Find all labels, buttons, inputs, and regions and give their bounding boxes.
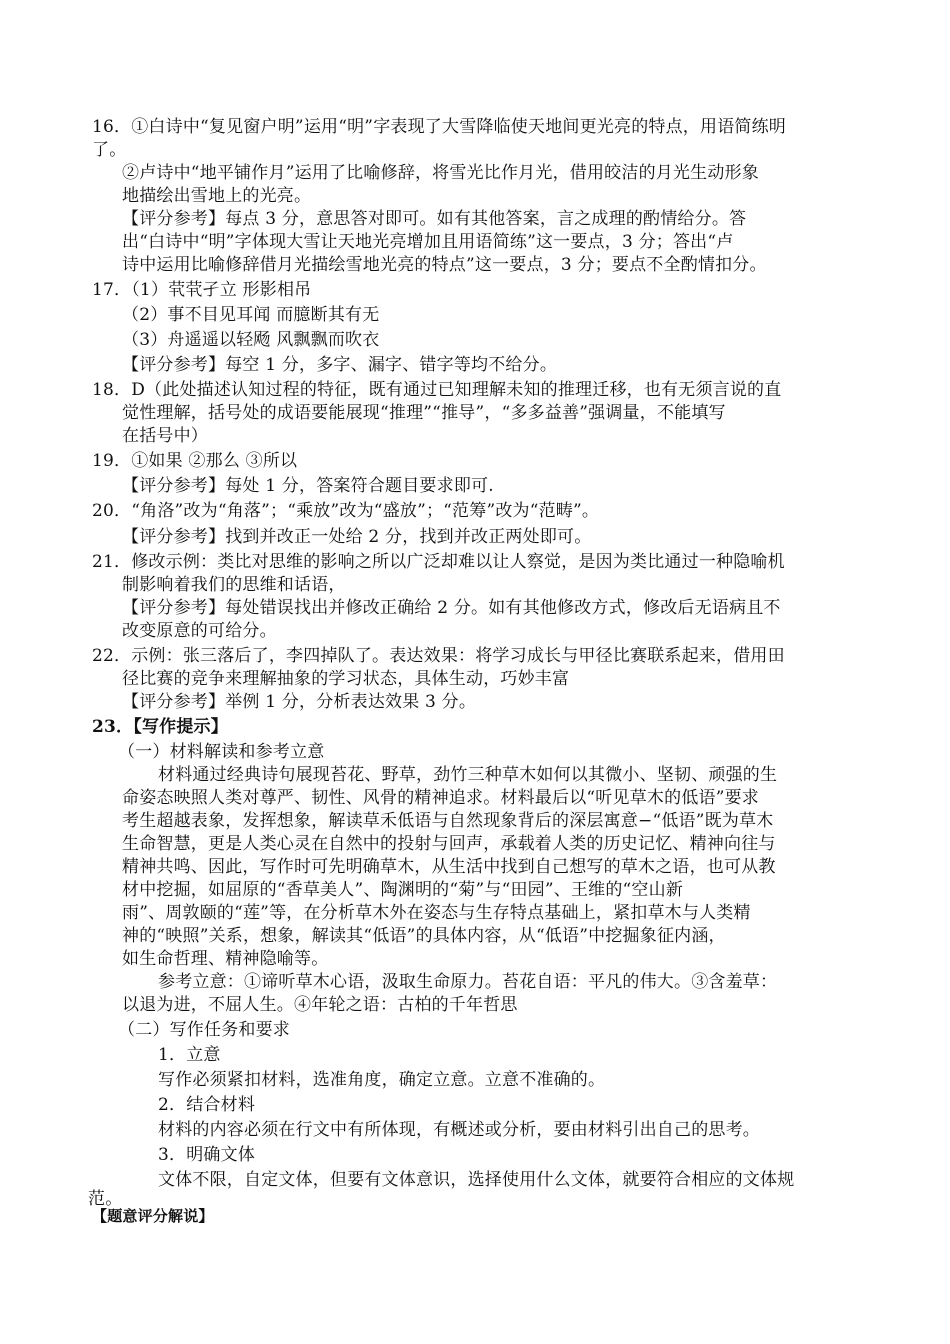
q16-scoring-3: 诗中运用比喻修辞借月光描绘雪地光亮的特点”这一要点，3 分；要点不全酌情扣分。	[122, 255, 767, 275]
q16-line-2: 了。	[92, 140, 127, 160]
q22-line-1: 22．示例：张三落后了，李四掉队了。表达效果：将学习成长与甲径比赛联系起来，借用田	[92, 646, 785, 666]
q16-line-1: 16．①白诗中“复见窗户明”运用“明”字表现了大雪降临使天地间更光亮的特点，用语简练明	[92, 117, 786, 137]
q23-heading: 23．【写作提示】	[92, 717, 228, 737]
q23-p1-line-3: 考生超越表象，发挥想象，解读草禾低语与自然现象背后的深层寓意−“低语”既为草木	[122, 811, 774, 831]
q23-section-1-title: （一）材料解读和参考立意	[118, 742, 325, 762]
q19-scoring: 【评分参考】每处 1 分，答案符合题目要求即可.	[122, 476, 494, 496]
q20-scoring: 【评分参考】找到并改正一处给 2 分，找到并改正两处即可。	[122, 527, 592, 547]
q16-line-3: ②卢诗中“地平铺作月”运用了比喻修辞，将雪光比作月光，借用皎洁的月光生动形象	[122, 163, 759, 183]
q22-line-2: 径比赛的竞争来理解抽象的学习状态，具体生动，巧妙丰富	[122, 669, 570, 689]
q22-scoring: 【评分参考】举例 1 分，分析表达效果 3 分。	[122, 692, 477, 712]
q17-line-2: （2）事不目见耳闻 而臆断其有无	[122, 305, 380, 325]
q16-scoring-1: 【评分参考】每点 3 分，意思答对即可。如有其他答案，言之成理的酌情给分。答	[122, 209, 747, 229]
q23-p1-line-4: 生命智慧，更是人类心灵在自然中的投射与回声，承载着人类的历史记忆、精神向往与	[122, 834, 776, 854]
q21-line-1: 21．修改示例：类比对思维的影响之所以广泛却难以让人察觉，是因为类比通过一种隐喻机	[92, 552, 785, 572]
q21-scoring-2: 改变原意的可给分。	[122, 621, 277, 641]
scoring-explanation-heading: 【题意评分解说】	[92, 1207, 214, 1225]
q17-line-1: 17．（1）茕茕孑立 形影相吊	[92, 280, 312, 300]
q23-p1-line-6: 材中挖掘，如屈原的“香草美人”、陶渊明的“菊”与“田园”、王维的“空山新	[122, 880, 684, 900]
q16-scoring-2: 出“白诗中“明”字体现大雪让天地光亮增加且用语简练”这一要点，3 分；答出“卢	[122, 232, 734, 252]
q21-scoring-1: 【评分参考】每处错误找出并修改正确给 2 分。如有其他修改方式，修改后无语病且不	[122, 598, 781, 618]
q18-line-1: 18．D（此处描述认知过程的特征，既有通过已知理解未知的推理迁移，也有无须言说的直	[92, 380, 782, 400]
q23-task-1-text: 写作必须紧扣材料，选准角度，确定立意。立意不准确的。	[158, 1070, 606, 1090]
q20-line-1: 20．“角洛”改为“角落”；“乘放”改为“盛放”；“范筹”改为“范畴”。	[92, 501, 600, 521]
q23-p1-line-2: 命姿态映照人类对尊严、韧性、风骨的精神追求。材料最后以“听见草木的低语”要求	[122, 788, 759, 808]
q23-p1-line-8: 神的“映照”关系，想象，解读其“低语”的具体内容，从“低语”中挖掘象征内涵，	[122, 926, 726, 946]
q23-task-3-text-1: 文体不限，自定文体，但要有文体意识，选择使用什么文体，就要符合相应的文体规	[158, 1170, 795, 1190]
q23-task-2-text: 材料的内容必须在行文中有所体现，有概述或分析，要由材料引出自己的思考。	[158, 1120, 760, 1140]
q18-line-2: 觉性理解，括号处的成语要能展现“推理”“推导”，“多多益善”强调量，不能填写	[122, 403, 726, 423]
q23-p1-line-9: 如生命哲理、精神隐喻等。	[122, 949, 329, 969]
q23-task-2-title: 2．结合材料	[158, 1095, 256, 1115]
q21-line-2: 制影响着我们的思维和话语，	[122, 575, 346, 595]
q17-line-3: （3）舟遥遥以轻飏 风飘飘而吹衣	[122, 330, 380, 350]
q23-p1-line-1: 材料通过经典诗句展现苔花、野草，劲竹三种草木如何以其微小、坚韧、顽强的生	[158, 765, 778, 785]
q23-p1-line-7: 雨”、周敦颐的“莲”等，在分析草木外在姿态与生存特点基础上，紧扣草木与人类精	[122, 903, 751, 923]
q23-p2-line-1: 参考立意：①谛听草木心语，汲取生命原力。苔花自语：平凡的伟大。③含羞草：	[158, 972, 778, 992]
q16-line-4: 地描绘出雪地上的光亮。	[122, 186, 312, 206]
q19-line-1: 19．①如果 ②那么 ③所以	[92, 451, 298, 471]
q23-p2-line-2: 以退为进，不屈人生。④年轮之语：古柏的千年哲思	[122, 995, 518, 1015]
q18-line-3: 在括号中）	[122, 426, 208, 446]
q23-section-2-title: （二）写作任务和要求	[118, 1020, 290, 1040]
q23-task-3-title: 3．明确文体	[158, 1145, 256, 1165]
q23-task-3-text-2: 范。	[88, 1189, 123, 1209]
q23-p1-line-5: 精神共鸣、因此，写作时可先明确草木，从生活中找到自己想写的草木之语，也可从教	[122, 857, 776, 877]
q23-task-1-title: 1．立意	[158, 1045, 221, 1065]
q17-scoring: 【评分参考】每空 1 分，多字、漏字、错字等均不给分。	[122, 355, 558, 375]
